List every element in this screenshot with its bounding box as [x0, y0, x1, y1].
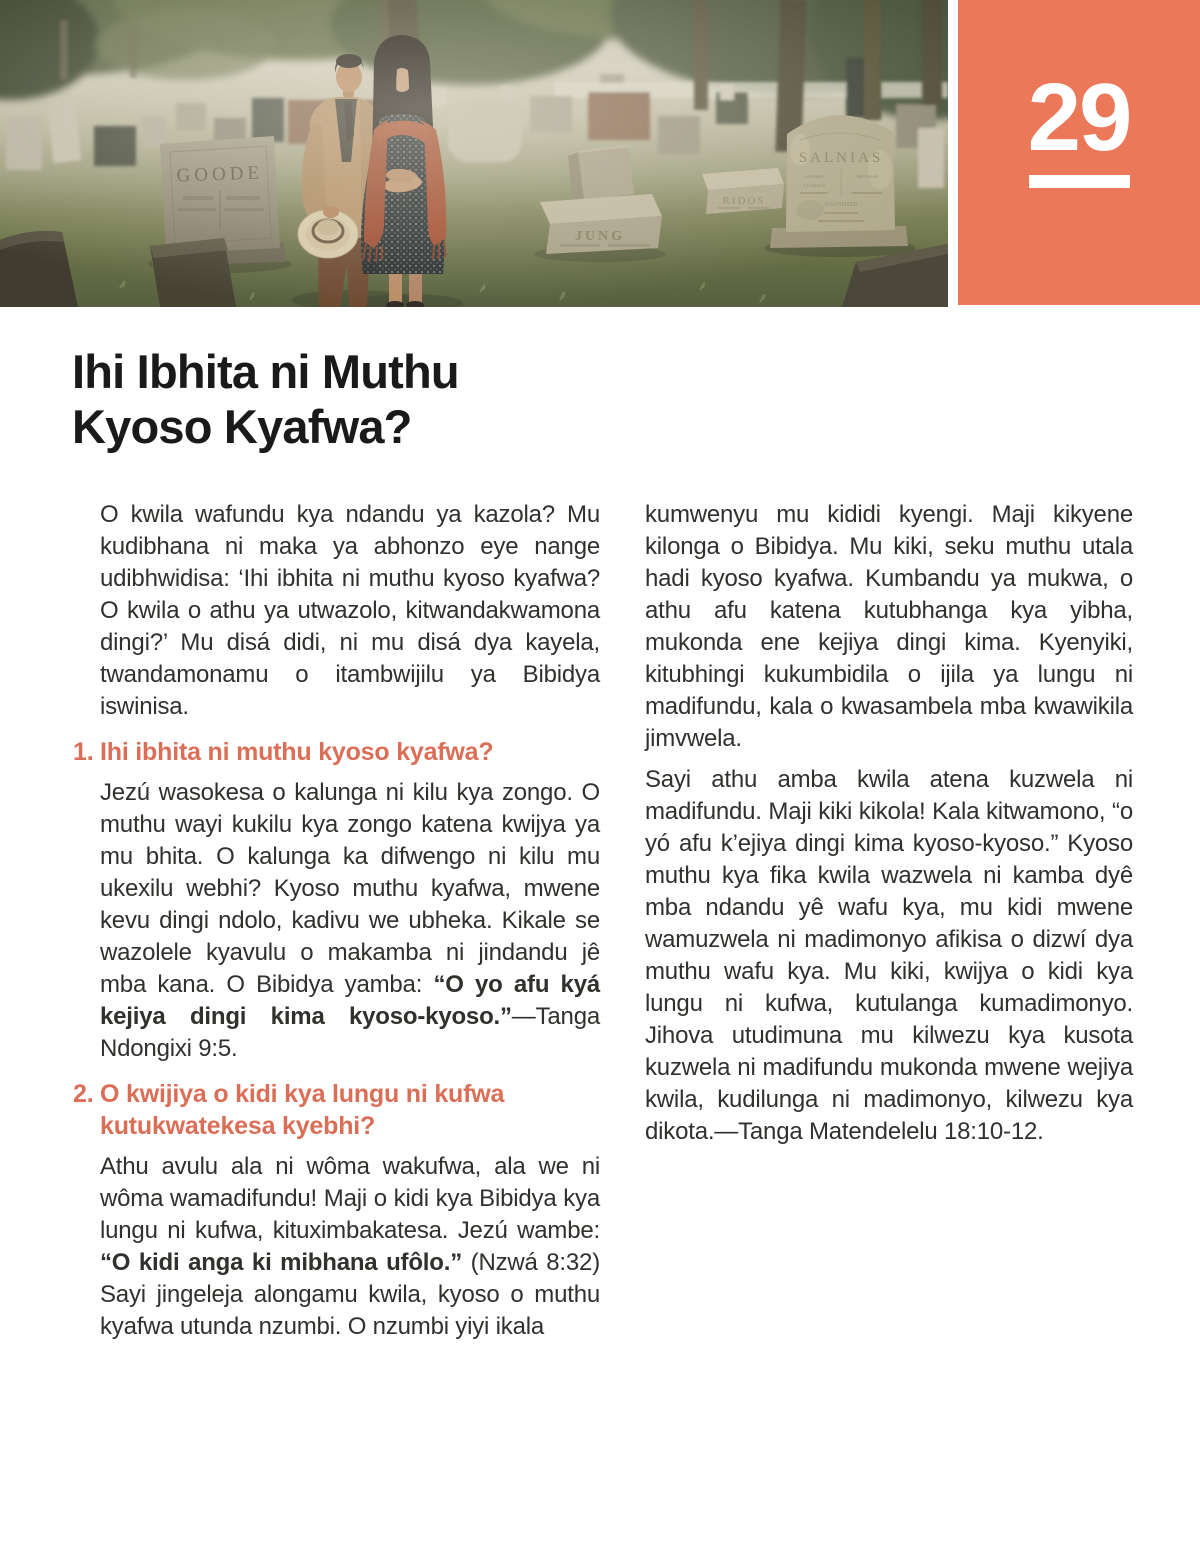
haze-overlay: [0, 0, 948, 307]
section-1-heading: [73, 736, 600, 768]
cemetery-photo: [0, 0, 948, 307]
section-2-number: 2.: [73, 1080, 94, 1108]
right-column-paragraph-1: kumwenyu mu kididi kyengi. Maji kikyene kilonga o Bibidya. Mu kiki, seku muthu utala hadi kyoso kyafwa. Kumbandu ya mukwa, o athu afu katena kutubhanga kya yibha, mukonda ene kejiya dingi kima. Kyenyiki, kitubhingi kukumbidila o ijila ya lungu ni madifundu, kala o kwasambela mba kwawikila jimvwela.: [645, 501, 1133, 752]
section-2-heading: [73, 1078, 600, 1142]
lesson-number-badge: [958, 0, 1200, 305]
section-2-paragraph: Athu avulu ala ni wôma wakufwa, ala we ni wôma wamadifundu! Maji o kidi kya Bibidya kya lungu ni kufwa, kituximbakatesa. Jezú wambe: “O kidi anga ki mibhana ufôlo.” (Nzwá 8:32) Sayi jingeleja alongamu kwila, kyoso o muthu kyafwa utunda nzumbi. O nzumbi yiyi ikala: [100, 1153, 600, 1340]
section-1: [73, 736, 600, 1065]
right-column-paragraph-2: Sayi athu amba kwila atena kuzwela ni madifundu. Maji kiki kikola! Kala kitwamono, “o yó afu k’ejiya dingi kima kyoso-kyoso.” Kyoso muthu kya fika kwila wazwela ni kamba dyê mba ndandu yê wafu kya, mu kidi mwene wamuzwela ni madimonyo afikisa o dizwí dya muthu wafu kya. Mu kiki, kwijya o kidi kya lungu ni kufwa, kutulanga kumadimonyo. Jihova utudimuna mu kilwezu kya kusota kuzwela ni madifundu mukonda mwene wejiya kwila, kudilunga ni madimonyo, kilwezu kya dikota.—Tanga Matendelelu 18:10-12.: [645, 766, 1133, 1145]
lesson-number: 29: [1027, 64, 1131, 171]
lesson-number-underline: [1029, 175, 1130, 188]
section-1-number: 1.: [73, 738, 94, 766]
section-2: [73, 1078, 600, 1343]
section-1-heading-text: Ihi ibhita ni muthu kyoso kyafwa?: [100, 738, 494, 766]
left-column: [73, 499, 600, 1352]
section-2-heading-text: O kwijiya o kidi kya lungu ni kufwa kutukwatekesa kyebhi?: [100, 1080, 505, 1140]
intro-paragraph: O kwila wafundu kya ndandu ya kazola? Mu kudibhana ni maka ya abhonzo eye nange udibhwidisa: ‘Ihi ibhita ni muthu kyoso kyafwa? O kwila o athu ya utwazolo, kitwandakwamona dingi?’ Mu disá didi, ni mu disá dya kayela, twandamonamu o itambwijilu ya Bibidya iswinisa.: [100, 501, 600, 720]
right-column: [645, 499, 1133, 1157]
section-1-paragraph: Jezú wasokesa o kalunga ni kilu kya zongo. O muthu wayi kukilu kya zongo katena kwijya ya mu bhita. O kalunga ka difwengo ni kilu mu ukexilu webhi? Kyoso muthu kyafwa, mwene kevu dingi ndolo, kadivu we ubheka. Kikale se wazolele kyavulu o makamba ni jindandu jê mba kana. O Bibidya yamba: “O yo afu kyá kejiya dingi kima kyoso-kyoso.”—Tanga Ndongixi 9:5.: [100, 779, 600, 1062]
page-title: Ihi Ibhita ni Muthu Kyoso Kyafwa?: [72, 345, 459, 453]
